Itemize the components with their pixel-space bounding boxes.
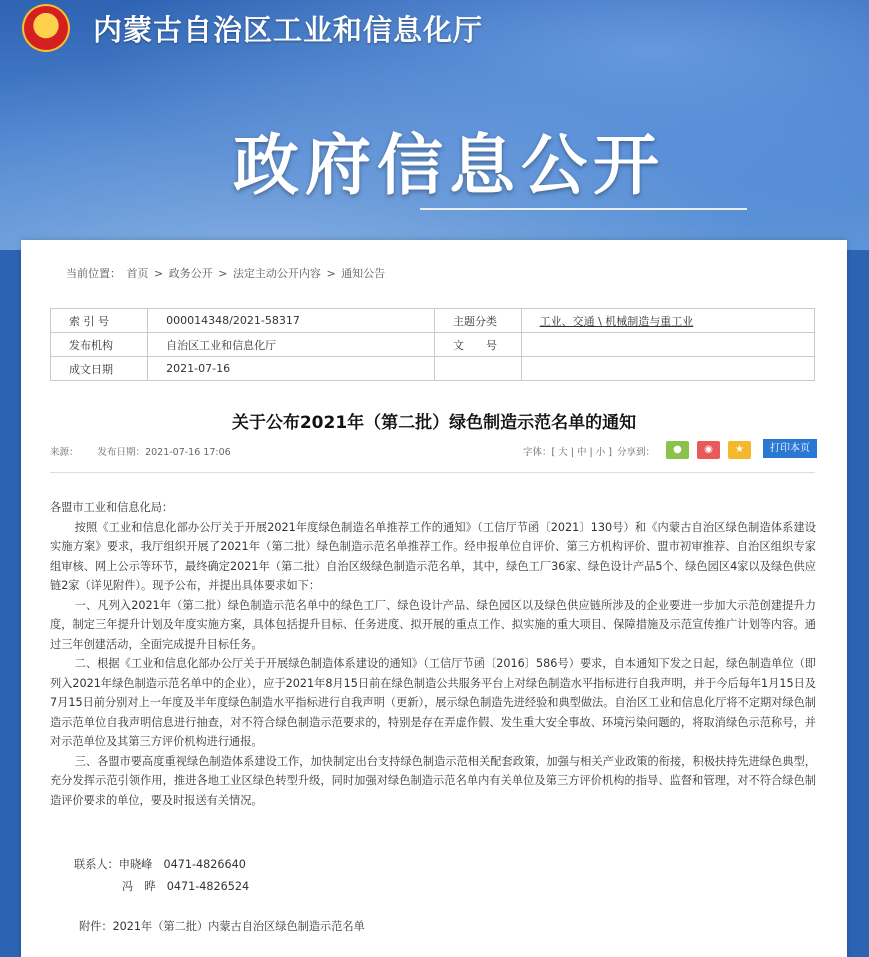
empty-cell — [435, 357, 522, 381]
contact-row — [74, 876, 249, 898]
date-value: 2021-07-16 — [148, 357, 435, 381]
contact-2: 冯 晔 0471-4826524 — [122, 880, 250, 893]
favorite-star-icon[interactable]: ★ — [728, 441, 751, 459]
topic-value[interactable] — [521, 309, 814, 333]
index-value: 000014348/2021-58317 — [148, 309, 435, 333]
wechat-share-icon[interactable]: ● — [666, 441, 689, 459]
document-title: 关于公布2021年（第二批）绿色制造示范名单的通知 — [231, 413, 637, 433]
breadcrumb — [66, 265, 387, 281]
publish-date-value: 2021-07-16 17:06 — [145, 447, 231, 458]
paragraph-2: 二、根据《工业和信息化部办公厅关于开展绿色制造体系建设的通知》（工信厅节函〔2016〕586号）要求，自本通知下发之日起，绿色制造单位（即列入2021年绿色制造示范名单中的企业），应于2021年8月15日前在绿色制造公共服务平台上对绿色制造水平指标进行自我声明，并于今后每年1月15日及7月15日前分别对上一年度及半年度绿色制造水平指标进行自我声明（更新），展示绿色制造先进经验和典型做法。自治区工业和信息化厅将不定期对绿色制造示范单位自我声明信息进行抽查，对不符合绿色制造示范要求的，特别是存在弄虚作假、发生重大安全事故、环境污染问题的，将取消绿色示范称号，并对示范单位及其第三方评价机构进行通报。 — [50, 657, 816, 748]
docno-label: 文 号 — [435, 333, 522, 357]
document-source-line — [50, 444, 231, 458]
contact-1: 申晓峰 0471-4826640 — [118, 858, 246, 871]
topic-label: 主题分类 — [435, 309, 522, 333]
breadcrumb-sep: > — [154, 267, 167, 280]
site-title[interactable]: 内蒙古自治区工业和信息化厅 — [93, 13, 484, 47]
site-banner — [0, 0, 869, 250]
table-row — [51, 357, 815, 381]
document-body — [50, 498, 816, 810]
org-value: 自治区工业和信息化厅 — [148, 333, 435, 357]
docno-value — [521, 333, 814, 357]
date-label: 成文日期 — [51, 357, 148, 381]
breadcrumb-prefix: 当前位置： — [66, 267, 121, 280]
weibo-share-icon[interactable]: ◉ — [697, 441, 720, 459]
salutation: 各盟市工业和信息化局： — [50, 501, 174, 514]
table-row — [51, 309, 815, 333]
table-row — [51, 333, 815, 357]
publish-date-label: 发布日期： — [97, 447, 146, 458]
contact-row — [74, 854, 249, 876]
paragraph-intro: 按照《工业和信息化部办公厅关于开展2021年度绿色制造名单推荐工作的通知》（工信厅节函〔2021〕130号）和《内蒙古自治区绿色制造体系建设实施方案》要求，我厅组织开展了2021年（第二批）绿色制造示范名单推荐工作。经申报单位自评价、第三方机构评价、盟市初审推荐、自治区组织专家组审核、网上公示等环节，最终确定2021年（第二批）自治区级绿色制造示范名单，其中，绿色工厂36家、绿色设计产品5个、绿色园区4家以及绿色供应链2家（详见附件）。现予公布，并提出具体要求如下： — [50, 520, 816, 592]
org-label: 发布机构 — [51, 333, 148, 357]
font-size-switcher[interactable]: 字体：[ 大 | 中 | 小 ] — [523, 447, 612, 458]
breadcrumb-notices[interactable]: 通知公告 — [341, 267, 386, 280]
breadcrumb-sep: > — [326, 267, 340, 280]
document-meta-table — [50, 308, 815, 381]
banner-title: 政府信息公开 — [233, 127, 665, 204]
empty-cell — [521, 357, 814, 381]
breadcrumb-sep: > — [218, 267, 231, 280]
contact-label: 联系人： — [74, 858, 119, 871]
banner-underline — [420, 208, 747, 210]
index-label: 索 引 号 — [51, 309, 148, 333]
paragraph-1: 一、凡列入2021年（第二批）绿色制造示范名单中的绿色工厂、绿色设计产品、绿色园区以及绿色供应链所涉及的企业要进一步加大示范创建提升力度，制定三年提升计划及年度实施方案，具体包括提升目标、任务进度、拟开展的重点工作、拟实施的重大项目、保障措施及示范宣传推广计划等内容。通过三年创建活动，全面完成提升目标任务。 — [50, 598, 816, 651]
national-emblem-icon: ★ — [22, 4, 70, 52]
contacts — [74, 854, 249, 898]
attachment-link[interactable]: 附件：2021年（第二批）内蒙古自治区绿色制造示范名单 — [79, 920, 365, 933]
source-label: 来源： — [50, 447, 79, 458]
paragraph-3: 三、各盟市要高度重视绿色制造体系建设工作，加快制定出台支持绿色制造示范相关配套政策，加强与相关产业政策的衔接，积极扶持先进绿色典型，充分发挥示范引领作用，推进各地工业区绿色转型升级，同时加强对绿色制造示范名单内有关单位及第三方评价机构的指导、监督和管理，对不符合绿色制造评价要求的单位，要及时报送有关情况。 — [50, 754, 816, 807]
breadcrumb-legal-disclosure[interactable]: 法定主动公开内容 — [232, 267, 321, 280]
breadcrumb-gov-affairs[interactable]: 政务公开 — [168, 267, 213, 280]
content-panel — [21, 240, 847, 957]
share-label: 分享到： — [617, 447, 656, 458]
breadcrumb-home[interactable]: 首页 — [126, 267, 149, 280]
print-button[interactable]: 打印本页 — [763, 439, 817, 458]
divider — [50, 472, 815, 473]
topic-link[interactable]: 工业、交通 \ 机械制造与重工业 — [539, 314, 694, 328]
